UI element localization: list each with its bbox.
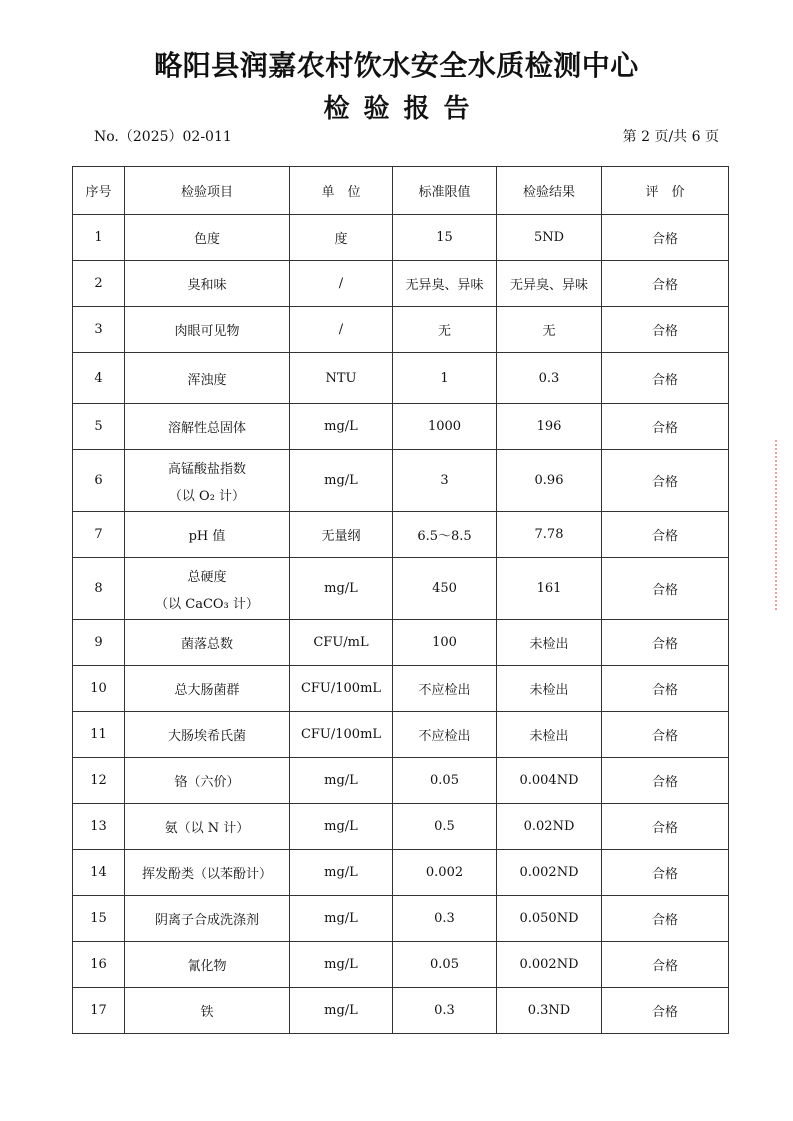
cell-unit: CFU/mL bbox=[290, 620, 393, 666]
cell-item: 氨（以 N 计） bbox=[125, 804, 290, 850]
cell-result: 196 bbox=[497, 404, 602, 450]
cell-no: 17 bbox=[73, 988, 125, 1034]
cell-limit: 无 bbox=[393, 307, 497, 353]
cell-eval: 合格 bbox=[602, 896, 729, 942]
cell-result: 0.02ND bbox=[497, 804, 602, 850]
cell-limit: 15 bbox=[393, 215, 497, 261]
cell-unit: 无量纲 bbox=[290, 512, 393, 558]
cell-item-sub: （以 O₂ 计） bbox=[168, 488, 246, 504]
cell-limit: 0.002 bbox=[393, 850, 497, 896]
cell-result: 0.002ND bbox=[497, 942, 602, 988]
cell-result: 0.3 bbox=[497, 353, 602, 404]
cell-no: 5 bbox=[73, 404, 125, 450]
cell-eval: 合格 bbox=[602, 620, 729, 666]
report-title: 略阳县润嘉农村饮水安全水质检测中心 bbox=[154, 49, 639, 82]
cell-eval: 合格 bbox=[602, 942, 729, 988]
header-no: 序号 bbox=[73, 167, 125, 215]
cell-unit: CFU/100mL bbox=[290, 712, 393, 758]
cell-eval: 合格 bbox=[602, 512, 729, 558]
cell-no: 13 bbox=[73, 804, 125, 850]
table-row bbox=[73, 620, 729, 666]
table-row bbox=[73, 666, 729, 712]
cell-item: 肉眼可见物 bbox=[125, 307, 290, 353]
cell-unit: CFU/100mL bbox=[290, 666, 393, 712]
cell-result: 0.3ND bbox=[497, 988, 602, 1034]
table-row bbox=[73, 942, 729, 988]
cell-result: 0.96 bbox=[497, 450, 602, 512]
header-eval: 评 价 bbox=[602, 167, 729, 215]
header-item: 检验项目 bbox=[125, 167, 290, 215]
cell-limit: 0.3 bbox=[393, 896, 497, 942]
cell-eval: 合格 bbox=[602, 215, 729, 261]
table-row bbox=[73, 404, 729, 450]
cell-no: 1 bbox=[73, 215, 125, 261]
cell-eval: 合格 bbox=[602, 988, 729, 1034]
cell-limit: 无异臭、异味 bbox=[393, 261, 497, 307]
cell-item-sub: （以 CaCO₃ 计） bbox=[155, 596, 259, 612]
header-limit: 标准限值 bbox=[393, 167, 497, 215]
cell-limit: 0.05 bbox=[393, 942, 497, 988]
table-row bbox=[73, 804, 729, 850]
cell-unit: mg/L bbox=[290, 804, 393, 850]
cell-no: 7 bbox=[73, 512, 125, 558]
cell-no: 14 bbox=[73, 850, 125, 896]
cell-no: 8 bbox=[73, 558, 125, 620]
table-row bbox=[73, 307, 729, 353]
cell-unit: mg/L bbox=[290, 942, 393, 988]
cell-result: 未检出 bbox=[497, 712, 602, 758]
cell-eval: 合格 bbox=[602, 666, 729, 712]
cell-result: 7.78 bbox=[497, 512, 602, 558]
cell-result: 0.050ND bbox=[497, 896, 602, 942]
cell-eval: 合格 bbox=[602, 850, 729, 896]
cell-limit: 不应检出 bbox=[393, 666, 497, 712]
cell-item: 铁 bbox=[125, 988, 290, 1034]
cell-unit: mg/L bbox=[290, 404, 393, 450]
table-row bbox=[73, 758, 729, 804]
header-unit: 单 位 bbox=[290, 167, 393, 215]
cell-limit: 6.5～8.5 bbox=[393, 512, 497, 558]
cell-unit: mg/L bbox=[290, 558, 393, 620]
table-row bbox=[73, 215, 729, 261]
cell-eval: 合格 bbox=[602, 261, 729, 307]
cell-item: 臭和味 bbox=[125, 261, 290, 307]
cell-item bbox=[125, 450, 290, 512]
cell-limit: 0.3 bbox=[393, 988, 497, 1034]
cell-eval: 合格 bbox=[602, 450, 729, 512]
cell-no: 9 bbox=[73, 620, 125, 666]
cell-no: 3 bbox=[73, 307, 125, 353]
cell-item bbox=[125, 558, 290, 620]
table-row bbox=[73, 988, 729, 1034]
cell-no: 12 bbox=[73, 758, 125, 804]
cell-no: 4 bbox=[73, 353, 125, 404]
cell-eval: 合格 bbox=[602, 353, 729, 404]
cell-unit: mg/L bbox=[290, 988, 393, 1034]
cell-unit: mg/L bbox=[290, 758, 393, 804]
cell-unit: mg/L bbox=[290, 850, 393, 896]
inspection-table bbox=[72, 166, 729, 1034]
cell-eval: 合格 bbox=[602, 558, 729, 620]
cell-no: 10 bbox=[73, 666, 125, 712]
cell-item: 氰化物 bbox=[125, 942, 290, 988]
cell-item: 总大肠菌群 bbox=[125, 666, 290, 712]
cell-result: 161 bbox=[497, 558, 602, 620]
cell-unit: mg/L bbox=[290, 896, 393, 942]
cell-result: 0.002ND bbox=[497, 850, 602, 896]
cell-item: 溶解性总固体 bbox=[125, 404, 290, 450]
cell-result: 无 bbox=[497, 307, 602, 353]
table-row bbox=[73, 896, 729, 942]
cell-limit: 450 bbox=[393, 558, 497, 620]
cell-limit: 1 bbox=[393, 353, 497, 404]
cell-result: 未检出 bbox=[497, 620, 602, 666]
cell-limit: 3 bbox=[393, 450, 497, 512]
cell-no: 6 bbox=[73, 450, 125, 512]
cell-item: 色度 bbox=[125, 215, 290, 261]
cell-item: 菌落总数 bbox=[125, 620, 290, 666]
cell-result: 0.004ND bbox=[497, 758, 602, 804]
cell-unit: NTU bbox=[290, 353, 393, 404]
report-number: No.（2025）02-011 bbox=[94, 129, 232, 145]
header-result: 检验结果 bbox=[497, 167, 602, 215]
cell-item: 阴离子合成洗涤剂 bbox=[125, 896, 290, 942]
cell-item-main: 总硬度 bbox=[187, 569, 227, 585]
cell-limit: 0.05 bbox=[393, 758, 497, 804]
cell-eval: 合格 bbox=[602, 712, 729, 758]
cell-item: 大肠埃希氏菌 bbox=[125, 712, 290, 758]
cell-result: 无异臭、异味 bbox=[497, 261, 602, 307]
table-row bbox=[73, 850, 729, 896]
cell-unit: / bbox=[290, 307, 393, 353]
cell-eval: 合格 bbox=[602, 307, 729, 353]
cell-item: 浑浊度 bbox=[125, 353, 290, 404]
cell-unit: / bbox=[290, 261, 393, 307]
table-row bbox=[73, 261, 729, 307]
report-subtitle: 检验报告 bbox=[323, 94, 484, 124]
cell-eval: 合格 bbox=[602, 758, 729, 804]
cell-result: 5ND bbox=[497, 215, 602, 261]
cell-limit: 1000 bbox=[393, 404, 497, 450]
cell-result: 未检出 bbox=[497, 666, 602, 712]
table-row bbox=[73, 353, 729, 404]
cell-no: 16 bbox=[73, 942, 125, 988]
cell-limit: 100 bbox=[393, 620, 497, 666]
seal-stamp-edge bbox=[775, 440, 791, 610]
cell-item: 铬（六价） bbox=[125, 758, 290, 804]
cell-no: 15 bbox=[73, 896, 125, 942]
cell-eval: 合格 bbox=[602, 404, 729, 450]
cell-no: 11 bbox=[73, 712, 125, 758]
cell-item: 挥发酚类（以苯酚计） bbox=[125, 850, 290, 896]
cell-item: pH 值 bbox=[125, 512, 290, 558]
table-row bbox=[73, 450, 729, 512]
table-row bbox=[73, 558, 729, 620]
cell-unit: 度 bbox=[290, 215, 393, 261]
cell-limit: 不应检出 bbox=[393, 712, 497, 758]
cell-eval: 合格 bbox=[602, 804, 729, 850]
table-header-row bbox=[73, 167, 729, 215]
cell-item-main: 高锰酸盐指数 bbox=[167, 461, 246, 477]
page-indicator: 第 2 页/共 6 页 bbox=[622, 129, 719, 145]
cell-no: 2 bbox=[73, 261, 125, 307]
cell-unit: mg/L bbox=[290, 450, 393, 512]
cell-limit: 0.5 bbox=[393, 804, 497, 850]
table-row bbox=[73, 512, 729, 558]
table-row bbox=[73, 712, 729, 758]
